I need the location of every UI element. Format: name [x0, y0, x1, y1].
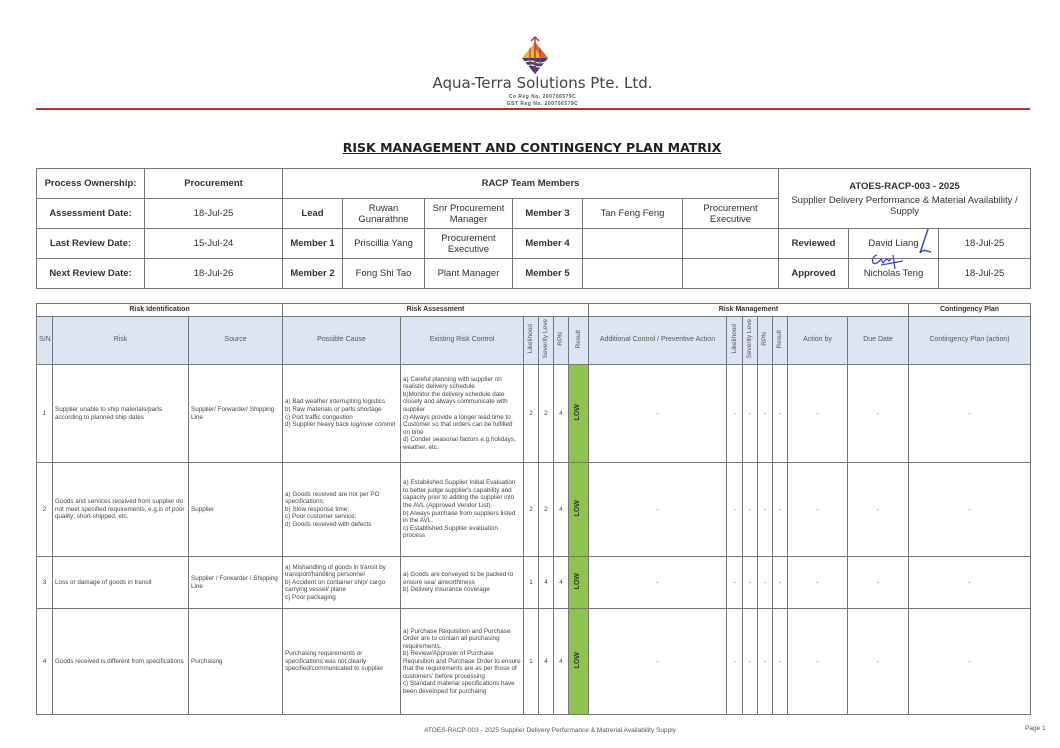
reviewed-date: 18-Jul-25 — [939, 229, 1031, 259]
group-risk-management: Risk Management — [589, 304, 909, 317]
existing-control — [401, 609, 524, 715]
col-result-2 — [773, 317, 788, 365]
rpn-value: 4 — [554, 609, 569, 715]
risk-source: Supplier/ Forwarder/ Shipping Line — [189, 365, 283, 463]
existing-control-line: b) Always purchase from suppliers listed in the AVL. — [403, 509, 516, 525]
group-contingency-plan: Contingency Plan — [909, 304, 1031, 317]
result-2-value: - — [773, 557, 788, 609]
col-contingency-action: Contingency Plan (action) — [909, 317, 1031, 365]
lead-label: Lead — [283, 199, 343, 229]
col-rpn-label: RPN — [557, 331, 565, 346]
severity-2-value: - — [743, 365, 758, 463]
possible-cause — [283, 463, 401, 557]
possible-cause — [283, 365, 401, 463]
likelihood-2-value: - — [727, 609, 743, 715]
possible-cause-line: a) Bad weather interrupting logistics — [285, 398, 386, 406]
likelihood-value: 2 — [524, 463, 539, 557]
action-by: - — [788, 557, 848, 609]
contingency-action: - — [909, 463, 1031, 557]
member-2-name: Fong Shi Tao — [343, 259, 425, 289]
severity-value: 2 — [539, 463, 554, 557]
member-5-label: Member 5 — [513, 259, 583, 289]
col-likelihood-label: Likelihood — [527, 324, 535, 354]
group-risk-identification: Risk Identification — [37, 304, 283, 317]
group-risk-assessment: Risk Assessment — [283, 304, 589, 317]
page-footer: ATOES-RACP-003 - 2025 Supplier Delivery Performance & Matrerial Availability Supply — [424, 727, 676, 734]
due-date: - — [848, 463, 909, 557]
company-name: Aqua-Terra Solutions Pte. Ltd. — [432, 74, 653, 92]
member-1-label: Member 1 — [283, 229, 343, 259]
rpn-value: 4 — [554, 463, 569, 557]
member-1-name: Priscillia Yang — [343, 229, 425, 259]
possible-cause-line: a) Mishandling of goods in transit by transport/handling personnel — [285, 563, 386, 579]
col-severity-label: Severity Leve — [542, 319, 550, 359]
reviewed-label: Reviewed — [779, 229, 849, 259]
document-reference — [779, 169, 1031, 229]
possible-cause-line: d) Goods received with defects — [285, 520, 372, 528]
existing-control-line: a) Careful planning with supplier on realistic delivery schedule — [403, 375, 502, 391]
existing-control — [401, 365, 524, 463]
risk-row — [37, 463, 1031, 557]
rpn-value: 4 — [554, 365, 569, 463]
risk-sn: 2 — [37, 463, 53, 557]
page-title: RISK MANAGEMENT AND CONTINGENCY PLAN MATRIX — [342, 140, 722, 155]
likelihood-2-value: - — [727, 365, 743, 463]
severity-2-value: - — [743, 609, 758, 715]
next-review-value: 18-Jul-26 — [145, 259, 283, 289]
contingency-action: - — [909, 365, 1031, 463]
rpn-2-value: - — [758, 463, 773, 557]
document-subject: Supplier Delivery Performance & Material Availability / Supply — [791, 194, 1018, 217]
lead-role: Snr Procurement Manager — [425, 199, 513, 229]
likelihood-value: 2 — [524, 365, 539, 463]
result-label: LOW — [574, 404, 582, 421]
severity-value: 4 — [539, 557, 554, 609]
possible-cause-line: b) Accident on container ship/ cargo carrying vessel/ plane — [285, 578, 386, 594]
action-by: - — [788, 365, 848, 463]
existing-control-line: c) Always provide a longer lead time to Customer so that orders can be fulfilled on time — [403, 413, 513, 436]
col-rpn-2-label: RPN — [761, 331, 769, 346]
existing-control-line: b) Delivery insurance coverage — [403, 586, 490, 594]
result-2-value: - — [773, 463, 788, 557]
additional-control: - — [589, 463, 727, 557]
existing-control-line: a) Established Supplier Initial Evaluation to better judge supplier's capability and capacity prior to adding the supplier into the AVL (Approved Vendor List). — [403, 479, 516, 509]
risk-row — [37, 365, 1031, 463]
likelihood-value: 1 — [524, 557, 539, 609]
col-source: Source — [189, 317, 283, 365]
possible-cause-line: b) Raw materials or parts shortage — [285, 405, 382, 413]
result-label: LOW — [574, 500, 582, 517]
process-ownership-value: Procurement — [145, 169, 283, 199]
col-likelihood — [524, 317, 539, 365]
existing-control-line: a) Goods are conveyed to be packed to ensure sea/ airworthiness — [403, 571, 514, 586]
rpn-2-value: - — [758, 557, 773, 609]
existing-control — [401, 463, 524, 557]
last-review-value: 15-Jul-24 — [145, 229, 283, 259]
company-reg-number: Co Reg No. 200706579C — [508, 94, 577, 100]
letterhead — [0, 0, 1060, 115]
possible-cause-line: d) Supplier heavy back log/over commit — [285, 421, 396, 429]
risk-source: Supplier — [189, 463, 283, 557]
col-likelihood-2 — [727, 317, 743, 365]
existing-control-line: a) Purchase Requisition and Purchase Order are to contain all purchasing requirements. — [403, 627, 511, 650]
possible-cause-line: c) Port traffic congestion — [285, 413, 353, 421]
gst-reg-number: GST Reg No. 200706579C — [506, 101, 579, 107]
approved-by-cell — [849, 259, 939, 289]
contingency-action: - — [909, 557, 1031, 609]
member-2-label: Member 2 — [283, 259, 343, 289]
member-5-role — [683, 259, 779, 289]
member-3-name: Tan Feng Feng — [583, 199, 683, 229]
possible-cause-line: c) Poor customer service; — [285, 513, 357, 521]
member-4-name — [583, 229, 683, 259]
existing-control — [401, 557, 524, 609]
risk-sn: 1 — [37, 365, 53, 463]
member-4-label: Member 4 — [513, 229, 583, 259]
col-severity — [539, 317, 554, 365]
member-4-role — [683, 229, 779, 259]
result-label: LOW — [574, 652, 582, 669]
member-2-role: Plant Manager — [425, 259, 513, 289]
possible-cause-line: b) Slow response time; — [285, 505, 350, 513]
rpn-2-value: - — [758, 365, 773, 463]
company-logo — [520, 36, 550, 76]
col-additional-control: Additional Control / Preventive Action — [589, 317, 727, 365]
team-members-header: RACP Team Members — [283, 169, 779, 199]
additional-control: - — [589, 609, 727, 715]
col-existing-control: Existing Risk Control — [401, 317, 524, 365]
existing-control-line: b) Review/Approver of Purchase Requisition and Purchase Order to ensure that the requirements are as per those of customers' before processing — [403, 650, 521, 680]
possible-cause-line: Purchasing requirements or specifications was not clearly specified/communicated to supplier — [285, 650, 384, 673]
additional-control: - — [589, 365, 727, 463]
action-by: - — [788, 609, 848, 715]
risk-source: Purchasing — [189, 609, 283, 715]
col-severity-2-label: Severity Leve — [746, 319, 754, 359]
col-result-label: Result — [574, 329, 582, 349]
risk-source: Supplier / Forwarder / Shipping Line — [189, 557, 283, 609]
approved-date: 18-Jul-25 — [939, 259, 1031, 289]
existing-control-line: c) Established Supplier evaluation process — [403, 524, 498, 540]
due-date: - — [848, 557, 909, 609]
rpn-value: 4 — [554, 557, 569, 609]
col-sn: S/N — [37, 317, 53, 365]
risk-sn: 4 — [37, 609, 53, 715]
risk-row — [37, 557, 1031, 609]
likelihood-2-value: - — [727, 463, 743, 557]
result-badge — [569, 463, 589, 557]
possible-cause-line: c) Poor packaging — [285, 593, 336, 601]
last-review-label: Last Review Date: — [37, 229, 145, 259]
risk-description: Goods and services received from supplier do not meet specified requirements, e.g.is of poor quality; short-shipped, etc. — [53, 463, 189, 557]
risk-description: Loss or damage of goods in transit — [53, 557, 189, 609]
col-result-2-label: Result — [776, 329, 784, 349]
reviewed-by-cell — [849, 229, 939, 259]
next-review-label: Next Review Date: — [37, 259, 145, 289]
due-date: - — [848, 365, 909, 463]
lead-name: Ruwan Gunarathne — [343, 199, 425, 229]
risk-description: Goods received is different from specifications — [53, 609, 189, 715]
risk-sn: 3 — [37, 557, 53, 609]
severity-value: 2 — [539, 365, 554, 463]
col-severity-2 — [743, 317, 758, 365]
existing-control-line: b)Monitor the delivery schedule date closely and always communicate with supplier — [403, 390, 508, 413]
assessment-date-value: 18-Jul-25 — [145, 199, 283, 229]
member-5-name — [583, 259, 683, 289]
severity-2-value: - — [743, 463, 758, 557]
result-badge — [569, 609, 589, 715]
likelihood-value: 1 — [524, 609, 539, 715]
rpn-2-value: - — [758, 609, 773, 715]
result-badge — [569, 365, 589, 463]
member-3-role: Procurement Executive — [683, 199, 779, 229]
result-2-value: - — [773, 365, 788, 463]
severity-value: 4 — [539, 609, 554, 715]
col-due-date: Due Date — [848, 317, 909, 365]
col-rpn-2 — [758, 317, 773, 365]
approved-label: Approved — [779, 259, 849, 289]
col-action-by: Action by — [788, 317, 848, 365]
risk-row — [37, 609, 1031, 715]
approved-by: Nicholas Teng — [863, 268, 924, 279]
col-likelihood-2-label: Likelihood — [730, 324, 738, 354]
result-label: LOW — [574, 573, 582, 590]
page-number: Page 1 — [1025, 725, 1046, 732]
possible-cause — [283, 557, 401, 609]
col-risk: Risk — [53, 317, 189, 365]
col-rpn — [554, 317, 569, 365]
header-divider — [36, 108, 1030, 110]
assessment-date-label: Assessment Date: — [37, 199, 145, 229]
additional-control: - — [589, 557, 727, 609]
process-ownership-label: Process Ownership: — [37, 169, 145, 199]
member-3-label: Member 3 — [513, 199, 583, 229]
action-by: - — [788, 463, 848, 557]
document-code: ATOES-RACP-003 - 2025 — [849, 180, 960, 192]
risk-matrix-table — [36, 303, 1031, 715]
col-result — [569, 317, 589, 365]
possible-cause-line: a) Goods received are not per PO specifications; — [285, 490, 380, 506]
existing-control-line: c) Standard material specifications have been developed for purchaing — [403, 680, 515, 695]
existing-control-line: d) Conder seasonal factors e.g.holidays, weather, etc. — [403, 436, 516, 451]
result-2-value: - — [773, 609, 788, 715]
process-info-table — [36, 168, 1031, 289]
col-possible-cause: Possible Cause — [283, 317, 401, 365]
due-date: - — [848, 609, 909, 715]
possible-cause — [283, 609, 401, 715]
result-badge — [569, 557, 589, 609]
risk-description: Supplier unable to ship materials/parts according to planned ship dates — [53, 365, 189, 463]
likelihood-2-value: - — [727, 557, 743, 609]
reviewed-by: David Liang — [868, 238, 919, 249]
severity-2-value: - — [743, 557, 758, 609]
contingency-action: - — [909, 609, 1031, 715]
member-1-role: Procurement Executive — [425, 229, 513, 259]
